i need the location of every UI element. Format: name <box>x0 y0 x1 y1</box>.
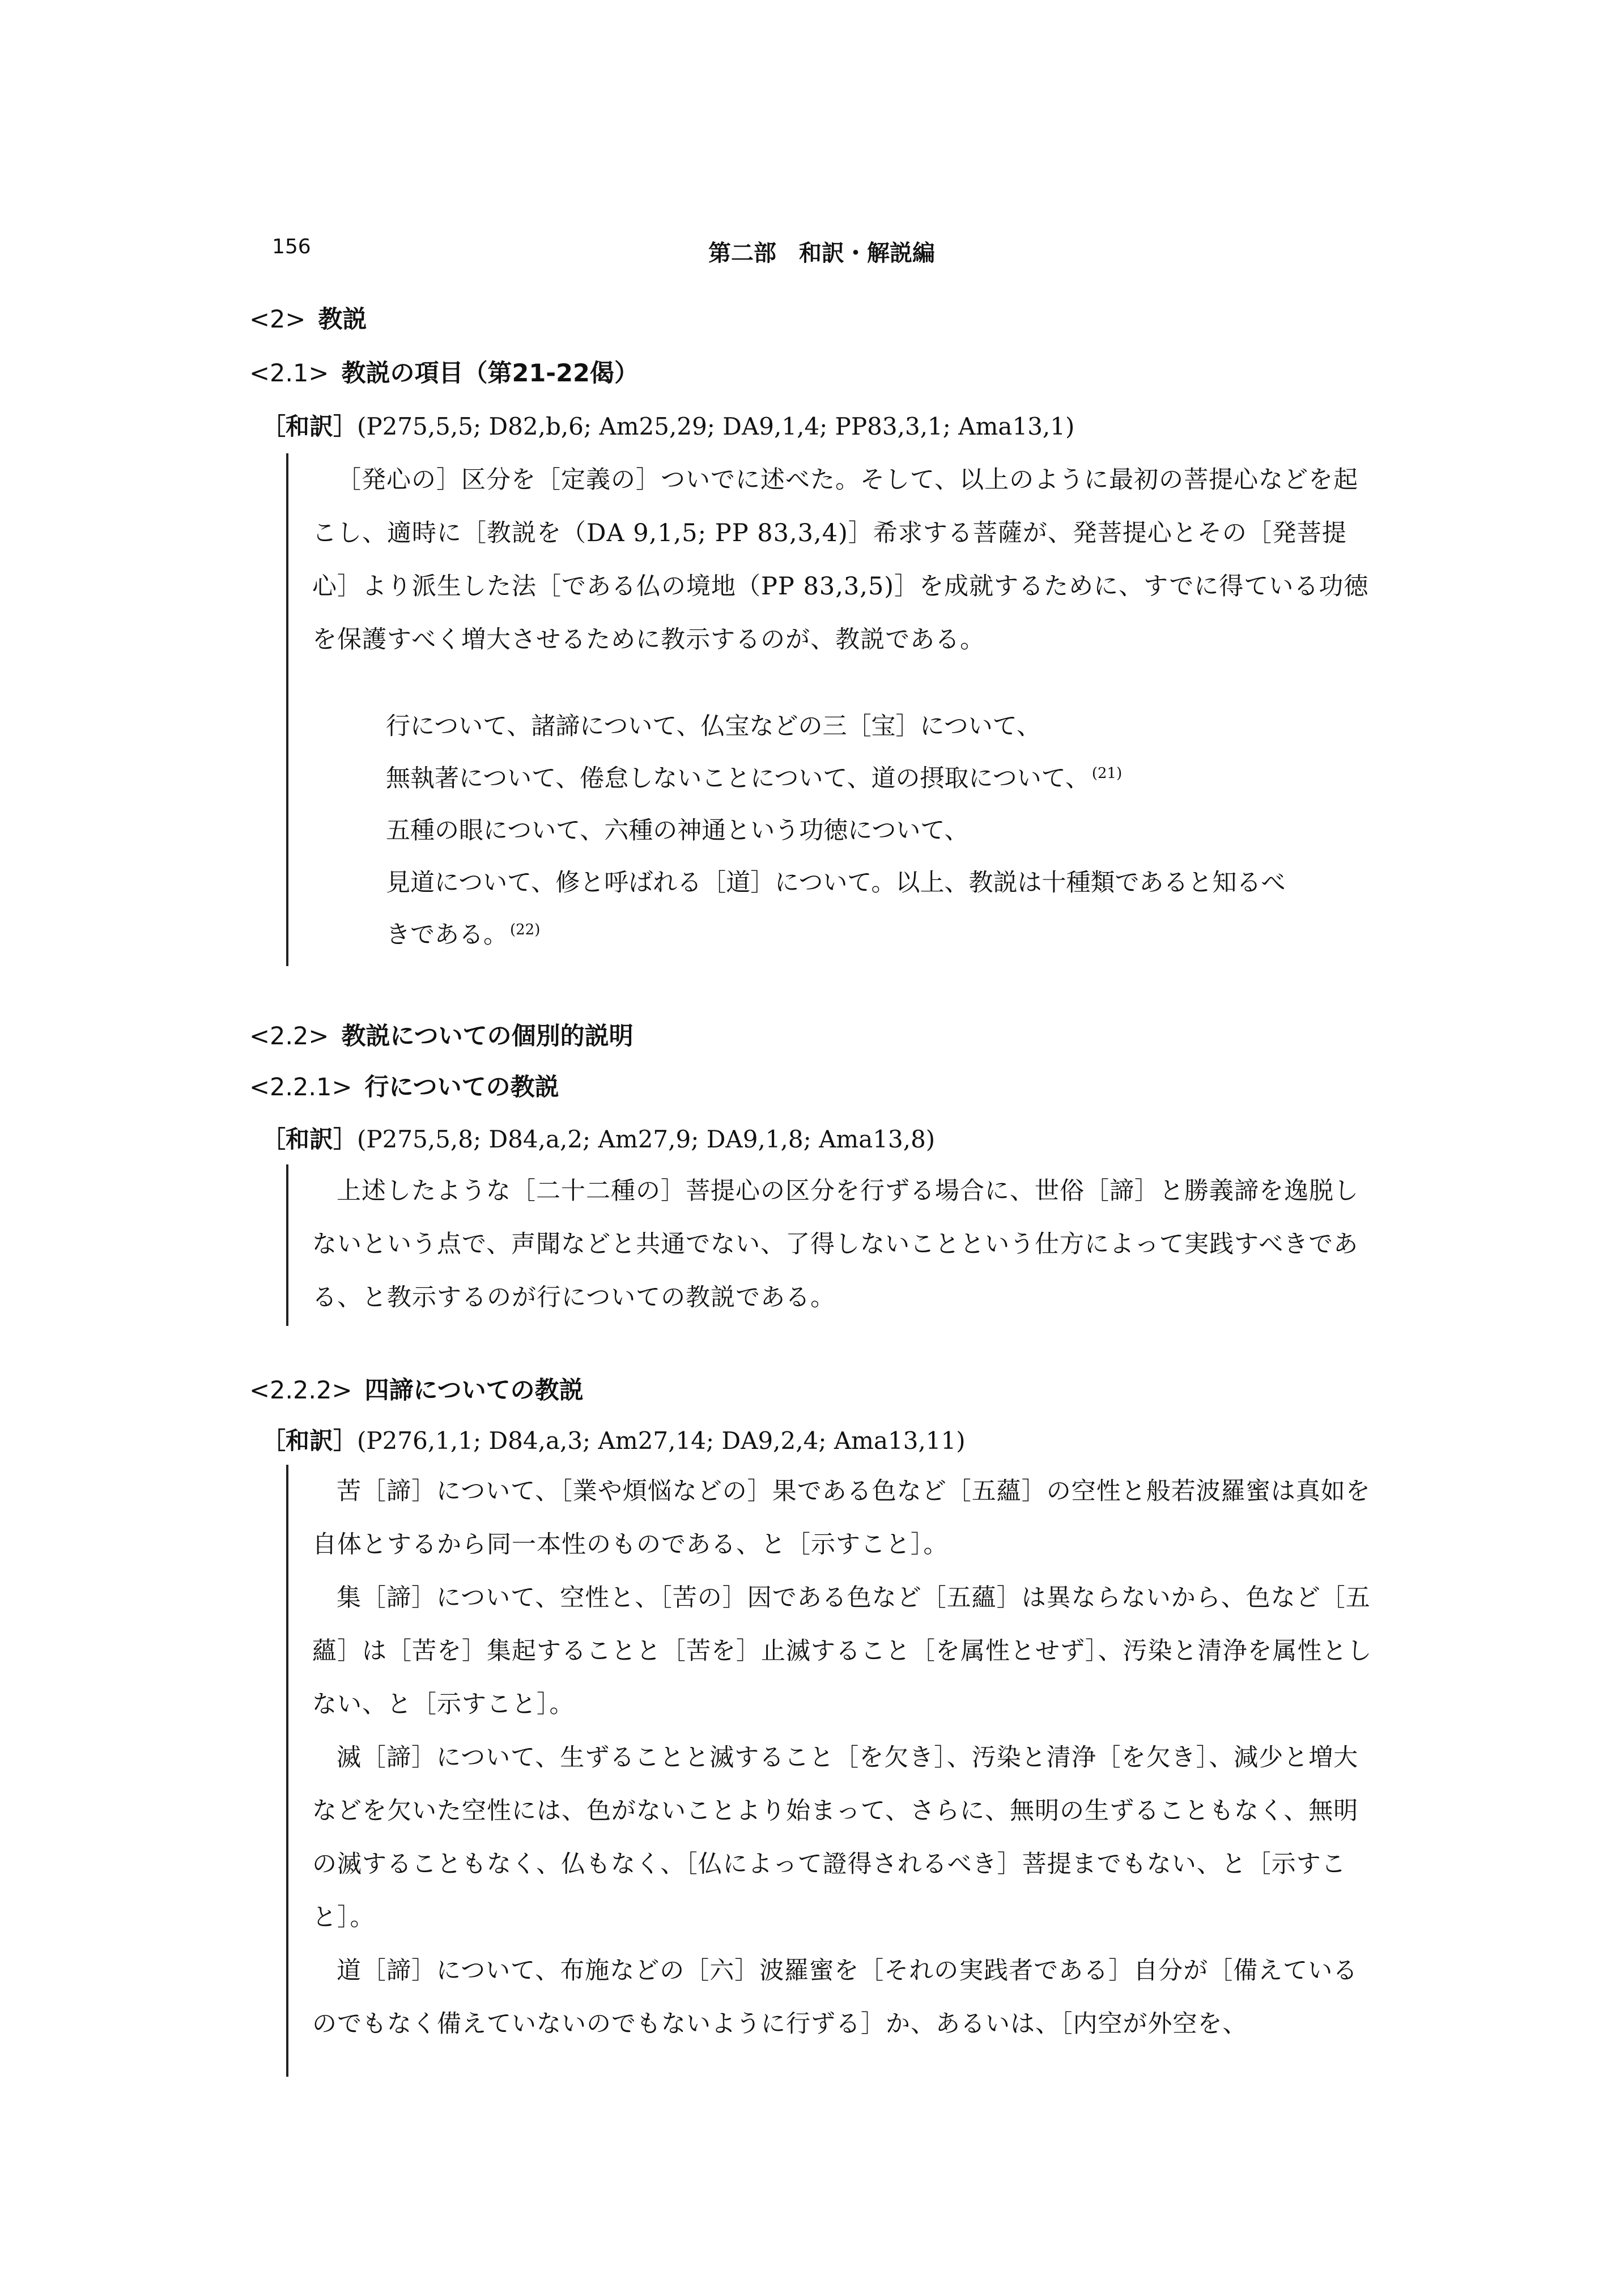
citation-refs: (P275,5,8; D84,a,2; Am27,9; DA9,1,8; Ama13,8) <box>357 1125 936 1153</box>
translation-block-2-2-2 <box>286 1465 1377 2077</box>
verse-line: 無執著について、倦怠しないことについて、道の摂取について、 $^{(21)}$ <box>386 764 1123 793</box>
verse-line: 見道について、修と呼ばれる［道］について。以上、教説は十種類であると知るべ <box>386 869 1286 897</box>
heading-number: <2.2.1> <box>249 1073 352 1102</box>
heading-number: <2.1> <box>249 359 329 388</box>
heading-number: <2.2.2> <box>249 1376 352 1405</box>
heading-section-2-2-1 <box>249 1068 559 1103</box>
paragraph: ［発心の］区分を［定義の］ついでに述べた。そして、以上のように最初の菩提心などを起こし、適時に［教説を（DA 9,1,5; PP 83,3,4)］希求する菩薩が、発菩提心とその［発菩提心］より派生した法［である仏の境地（PP 83,3,5)］を成就するために、すでに得ている功徳を保護すべく増大させるために教示するのが、教説である。 <box>312 466 1369 654</box>
citation-2-1 <box>262 408 1074 442</box>
heading-number: <2.2> <box>249 1022 329 1051</box>
heading-section-2 <box>249 300 367 335</box>
paragraph-path: 道［諦］について、布施などの［六］波羅蜜を［それの実践者である］自分が［備えているのでもなく備えていないのでもないように行ずる］か、あるいは、［内空が外空を、 <box>312 1957 1358 2038</box>
heading-title: 四諦についての教説 <box>364 1376 584 1405</box>
citation-refs: (P276,1,1; D84,a,3; Am27,14; DA9,2,4; Ama13,11) <box>357 1427 966 1455</box>
paragraph-origin: 集［諦］について、空性と、［苦の］因である色など［五蘊］は異ならないから、色など［五蘊］は［苦を］集起することと［苦を］止滅すること［を属性とせず］、汚染と清浄を属性としない、と［示すこと］。 <box>312 1584 1372 1719</box>
heading-section-2-2-2 <box>249 1371 584 1406</box>
verse-line: きである。 $^{(22)}$ <box>386 921 541 949</box>
heading-title: 行についての教説 <box>364 1073 559 1102</box>
paragraph: 上述したような［二十二種の］菩提心の区分を行ずる場合に、世俗［諦］と勝義諦を逸脱しないという点で、声聞などと共通でない、了得しないことという仕方によって実践すべきである、と教示するのが行についての教説である。 <box>312 1177 1359 1312</box>
footnote-marker-22: (22) <box>510 921 541 938</box>
citation-label: ［和訳］ <box>262 1125 358 1153</box>
translation-block-2-1 <box>286 453 1377 966</box>
verse <box>312 700 1377 961</box>
citation-label: ［和訳］ <box>262 1427 358 1455</box>
heading-section-2-2 <box>249 1017 634 1052</box>
paragraph-suffering: 苦［諦］について、［業や煩悩などの］果である色など［五蘊］の空性と般若波羅蜜は真如を自体とするから同一本性のものである、と［示すこと］。 <box>312 1477 1371 1559</box>
verse-line: 行について、諸諦について、仏宝などの三［宝］について、 <box>386 712 1041 741</box>
paragraph-cessation: 滅［諦］について、生ずることと滅すること［を欠き］、汚染と清浄［を欠き］、減少と増大などを欠いた空性には、色がないことより始まって、さらに、無明の生ずることもなく、無明の滅することもなく、仏もなく、［仏によって證得されるべき］菩提までもない、と［示すこと］。 <box>312 1744 1359 1932</box>
citation-2-2-1 <box>262 1121 935 1155</box>
citation-label: ［和訳］ <box>262 413 358 440</box>
header-title: 第二部 和訳・解説編 <box>708 240 935 266</box>
citation-refs: (P275,5,5; D82,b,6; Am25,29; DA9,1,4; PP83,3,1; Ama13,1) <box>357 413 1075 440</box>
heading-section-2-1 <box>249 354 639 389</box>
heading-number: <2> <box>249 305 306 334</box>
page-number: 156 <box>272 235 311 258</box>
footnote-marker-21: (21) <box>1091 764 1123 782</box>
translation-block-2-2-1 <box>286 1164 1377 1326</box>
running-head <box>272 235 1371 269</box>
heading-title: 教説の項目（第21-22偈） <box>341 359 639 388</box>
citation-2-2-2 <box>262 1422 966 1456</box>
heading-title: 教説についての個別的説明 <box>341 1022 634 1051</box>
verse-line: 五種の眼について、六種の神通という功徳について、 <box>386 817 969 845</box>
heading-title: 教説 <box>318 305 367 334</box>
